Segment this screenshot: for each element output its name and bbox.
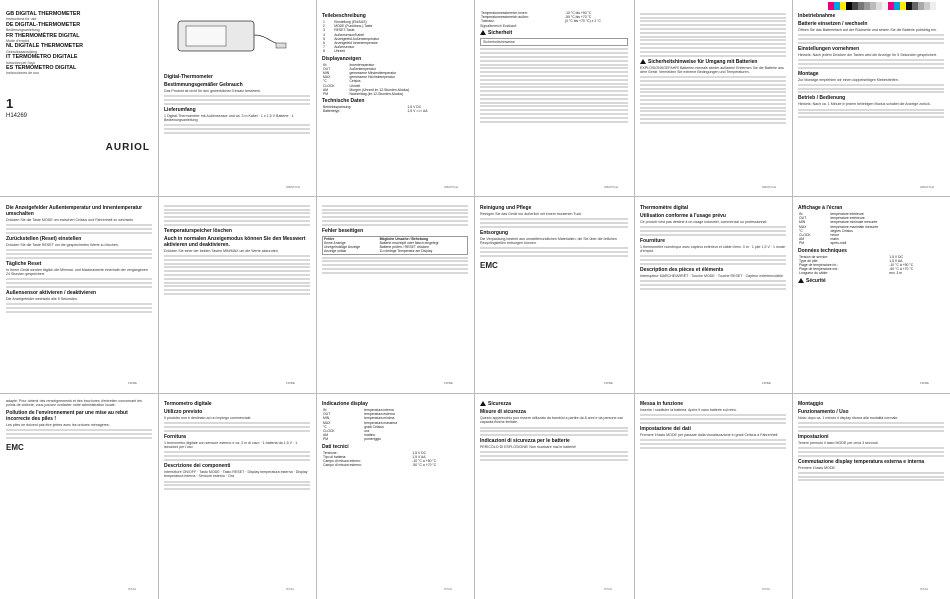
section-heading: Displayanzeigen bbox=[322, 55, 362, 62]
language-title-list bbox=[6, 11, 152, 76]
emc-mark: EMC bbox=[480, 261, 498, 270]
row-value: Außensensor bbox=[334, 45, 355, 50]
row-key: MAX bbox=[323, 75, 331, 80]
page-footer-code: FR/BE bbox=[286, 381, 295, 385]
body-text-lines bbox=[6, 303, 152, 313]
row-value: Batterie prüfen / RESET drücken bbox=[379, 245, 429, 250]
language-title: IT TERMOMETRO DIGITALE bbox=[6, 54, 78, 61]
row-key: MAX bbox=[323, 420, 331, 425]
thermometer-device-illustration bbox=[172, 15, 290, 61]
row-key: Temperaturmessbereich innen: bbox=[481, 11, 528, 15]
row-key: IN bbox=[323, 408, 327, 412]
section-heading: Fornitura bbox=[164, 433, 186, 440]
signal-label: Signalbereich Erstkauf: bbox=[480, 23, 517, 28]
row-key: CLOCK bbox=[323, 429, 335, 434]
language-title: ES TERMÓMETRO DIGITAL bbox=[6, 65, 77, 72]
row-value: Anzeigefeld Außentemperatur bbox=[334, 36, 380, 41]
row-key: CLOCK bbox=[799, 233, 811, 238]
page-footer-code: IT/CH bbox=[128, 587, 136, 591]
row-value: -50 °C bis +70 °C bbox=[565, 15, 592, 20]
row-key: Batterietyp: bbox=[323, 109, 341, 114]
language-subtitle: Istruzioni per l'uso bbox=[6, 60, 35, 65]
page-footer-code: GB/AT/CH bbox=[286, 185, 300, 189]
body-text-lines bbox=[640, 13, 786, 57]
row-key: Plage de température ext.: bbox=[799, 267, 839, 272]
row-value: -10 °C à +50 °C bbox=[889, 263, 914, 268]
row-key: Keine Anzeige bbox=[324, 240, 346, 245]
panel-heading: Thermomètre digital bbox=[640, 205, 689, 211]
section-text: Interruttore ON/OFF · Tasto MODE · Tasto RESET · Display temperatura esterna · Display temperatura interna · Sensore esterno · Ora bbox=[164, 470, 308, 479]
row-key: MAX bbox=[799, 224, 807, 229]
row-key: Anzeige unklar bbox=[324, 249, 347, 254]
language-title: NL DIGITALE THERMOMETER bbox=[6, 43, 84, 50]
panel-heading: Digital-Thermometer bbox=[164, 74, 213, 80]
panel-heading: Sicurezza bbox=[480, 401, 628, 407]
page-footer-code: FR/BE bbox=[444, 381, 453, 385]
row-value: Anzeigefeld Innentemperatur bbox=[334, 41, 378, 46]
row-value: Außentemperatur bbox=[349, 66, 376, 71]
row-key: Plage de température int.: bbox=[799, 263, 839, 268]
row-value: température extérieure bbox=[830, 216, 865, 221]
emc-mark: EMC bbox=[6, 442, 24, 452]
fold-line bbox=[0, 196, 950, 197]
row-key: AM bbox=[323, 433, 329, 438]
body-text-lines bbox=[6, 249, 152, 259]
section-heading: Impostazione dei dati bbox=[640, 425, 691, 432]
panel-r1c5 bbox=[634, 8, 792, 194]
panel-heading: Indicazione display bbox=[322, 401, 368, 407]
column-header: Fehler bbox=[324, 236, 335, 241]
panel-heading: Inbetriebnahme bbox=[798, 13, 836, 19]
row-value: température intérieure bbox=[830, 212, 864, 216]
section-heading: Montage bbox=[798, 70, 819, 77]
page-footer-code: IT/CH bbox=[444, 587, 452, 591]
section-text: Zur Montage empfehlen wir einen doppelseitigen Klebestreifen. bbox=[798, 77, 899, 82]
language-title: GB DIGITAL THERMOMETER bbox=[6, 11, 81, 17]
row-value: Uhrzeit bbox=[334, 49, 345, 54]
section-text: Premere il tasto MODE. bbox=[798, 465, 836, 470]
row-value: 1,5 V AA bbox=[889, 258, 903, 263]
row-key: °C bbox=[323, 79, 327, 84]
section-text: Drücken Sie die Taste RESET um die gespeicherten Werte zu löschen. bbox=[6, 242, 119, 247]
row-key: 4 bbox=[323, 32, 325, 37]
row-value: temperatura esterna bbox=[364, 412, 395, 417]
row-key: OUT bbox=[323, 412, 331, 417]
panel-heading: Fehler beseitigen bbox=[322, 227, 364, 234]
section-heading: Misure di sicurezza bbox=[480, 409, 526, 415]
section-heading: Messa in funzione bbox=[640, 401, 684, 407]
tech-specs bbox=[322, 105, 468, 113]
brand-logo: AURIOL bbox=[105, 142, 150, 153]
column-header: Mögliche Ursache / Behebung bbox=[379, 236, 429, 241]
page-footer-code: FR/BE bbox=[604, 381, 613, 385]
panel-text: adapté. Pour obtenir des renseignements et des brochures d'entretien concernant les points de collecte, vous pouvez contacter notre administration locale. bbox=[6, 399, 142, 408]
row-key: °C bbox=[323, 424, 327, 429]
page-footer-code: GB/AT/CH bbox=[604, 185, 618, 189]
section-heading: Utilisation conforme à l'usage prévu bbox=[640, 213, 726, 219]
parts-list bbox=[322, 20, 468, 54]
panel-heading: Affichage à l'écran bbox=[798, 205, 843, 211]
row-key: 8 bbox=[323, 49, 325, 54]
row-key: 5 bbox=[323, 36, 325, 41]
section-heading: Die Anzeigefelder Außentemperatur und Innentemperatur umschalten bbox=[6, 205, 143, 217]
section-text: Nota: dopo ca. 1 minuto il display ritorna alla modalità normale. bbox=[798, 416, 899, 420]
cover-panel bbox=[0, 8, 158, 194]
section-text: Öffnen Sie das Batteriefach auf der Rückseite und setzen Sie die Batterie polrichtig ein. bbox=[798, 28, 937, 32]
language-title: DE DIGITAL-THERMOMETER bbox=[6, 21, 81, 28]
row-value: temperatura massima bbox=[364, 420, 397, 425]
section-heading: Einstellungen vornehmen bbox=[798, 45, 860, 52]
display-legend bbox=[322, 63, 468, 97]
row-value: ora bbox=[364, 429, 370, 434]
row-value: Batterie erschöpft oder falsch eingelegt bbox=[379, 240, 439, 245]
page-footer-code: IT/CH bbox=[762, 587, 770, 591]
page-footer-code: IT/CH bbox=[286, 587, 294, 591]
language-subtitle: Bedienungsanleitung bbox=[6, 28, 40, 33]
section-heading: Impostazioni bbox=[798, 433, 829, 440]
section-heading: Commutazione display temperatura esterna e interna bbox=[798, 458, 925, 465]
section-heading: Betrieb / Bedienung bbox=[798, 95, 846, 102]
panel-r1c2 bbox=[158, 8, 316, 194]
row-value: -10 °C a +50 °C bbox=[412, 459, 437, 464]
row-key: Temperaturmessbereich außen: bbox=[481, 15, 529, 20]
section-heading: Technische Daten bbox=[322, 98, 365, 105]
body-text-lines bbox=[640, 76, 786, 124]
page-footer-code: GB/AT/CH bbox=[444, 185, 458, 189]
body-text-lines bbox=[6, 224, 152, 234]
row-key: 6 bbox=[323, 41, 325, 46]
row-key: AM bbox=[323, 87, 329, 92]
section-text: Inserire / sostituire la batteria. Aprire il vano batterie sul retro. bbox=[640, 408, 737, 412]
measurement-specs bbox=[480, 11, 628, 24]
row-value: env. 3 m bbox=[889, 271, 903, 276]
fold-line bbox=[0, 393, 950, 394]
row-key: MIN bbox=[323, 71, 330, 76]
row-value: Zu niedrige Temperatur am Display bbox=[379, 249, 433, 254]
page-footer-code: FR/BE bbox=[920, 381, 929, 385]
section-text: 1 thermomètre numérique avec capteur extérieur et câble d'env. 3 m · 1 pile 1,5 V · 1 mode d'emploi bbox=[640, 244, 786, 254]
section-text: Il prodotto non è destinato ad un impiego commerciale. bbox=[164, 416, 252, 420]
warning-icon bbox=[480, 30, 486, 35]
panel-heading: Sicherheitshinweise für Umgang mit Batterien bbox=[640, 59, 786, 65]
body-text-lines bbox=[798, 34, 944, 44]
row-value: température minimale mesurée bbox=[830, 220, 878, 225]
language-title: FR THERMOMÈTRE DIGITAL bbox=[6, 32, 80, 39]
panel-heading: Termometro digitale bbox=[164, 401, 212, 407]
row-value: (0 °C bis +70 °C) ± 2 °C bbox=[565, 19, 601, 24]
section-text: Questo apparecchio può essere utilizzato da bambini a partire da 8 anni e da persone con capacità fisiche limitate. bbox=[480, 416, 624, 425]
row-value: matin bbox=[830, 237, 839, 242]
panel-r1c3 bbox=[316, 8, 474, 194]
row-key: PM bbox=[323, 437, 329, 442]
row-value: Einstellung (EN/AUS) bbox=[334, 20, 367, 24]
section-heading: Bestimmungsgemäßer Gebrauch bbox=[164, 82, 243, 88]
row-key: OUT bbox=[323, 66, 331, 71]
row-value: MODE (Funktions-) Taste bbox=[334, 24, 373, 29]
row-key: Tensione: bbox=[323, 450, 338, 455]
row-value: pomeriggio bbox=[364, 437, 381, 442]
row-value: Außensensor/Kabel bbox=[334, 32, 364, 37]
row-value: -50 °C à +70 °C bbox=[889, 267, 914, 272]
section-heading: Entsorgung bbox=[480, 229, 509, 236]
row-key: Type de pile: bbox=[799, 258, 819, 263]
section-heading: Funzionamento / Uso bbox=[798, 409, 849, 415]
row-value: après-midi bbox=[830, 241, 847, 246]
row-key: Campo di misura interno: bbox=[323, 459, 361, 464]
section-text: Die Verpackung besteht aus umweltfreundlichen Materialien, die Sie über die örtlichen Recyclingstellen entsorgen können. bbox=[480, 236, 618, 246]
row-key: Longueur du câble: bbox=[799, 271, 829, 276]
section-text: 1 Digital-Thermometer mit Außensensor und ca. 3 m Kabel · 1 x 1,5 V Batterie · 1 Bedienungsanleitung bbox=[164, 113, 294, 123]
section-text: PERICOLO DI ESPLOSIONE! Non ricaricare mai le batterie! bbox=[480, 445, 577, 450]
row-key: Tension de service: bbox=[799, 254, 829, 259]
section-heading: Descrizione dei componenti bbox=[164, 463, 231, 469]
panel-heading: Teilebeschreibung bbox=[322, 13, 366, 19]
body-text-lines bbox=[164, 95, 310, 105]
section-heading: Batterie einsetzen / wechseln bbox=[798, 21, 868, 27]
row-value: gemessene Höchsttemperatur bbox=[349, 75, 395, 80]
row-value: -50 °C a +70 °C bbox=[412, 463, 437, 468]
display-row bbox=[322, 92, 468, 96]
panel-text: EXPLOSIONSGEFAHR! Batterien niemals wieder aufladen! Entfernen Sie die Batterie aus dem Gerät. Vermeiden Sie extreme Bedingungen und Temperaturen. bbox=[640, 65, 784, 74]
section-heading: Dati tecnici bbox=[322, 443, 349, 450]
row-value: gradi Celsius bbox=[364, 424, 384, 429]
section-text: Drücken Sie die Taste MODE um zwischen Celsius und Fahrenheit zu wechseln. bbox=[6, 218, 135, 222]
section-text: In Ihrem Gerät werden täglich die Minimal- und Maximalwerte innerhalb der vergangenen 24 Stunden gespeichert. bbox=[6, 267, 148, 276]
section-heading: Außensensor aktivieren / deaktivieren bbox=[6, 289, 97, 296]
row-key: IN bbox=[799, 212, 803, 216]
row-value: -10 °C bis +50 °C bbox=[565, 11, 592, 15]
row-value: temperatura minima bbox=[364, 416, 395, 421]
row-key: MIN bbox=[799, 220, 806, 225]
row-value: température maximale mesurée bbox=[830, 224, 879, 229]
section-heading: Description des pièces et éléments bbox=[640, 267, 724, 273]
page-footer-code: IT/CH bbox=[920, 587, 928, 591]
section-heading: Lieferumfang bbox=[164, 106, 196, 113]
row-key: Campo di misura esterno: bbox=[323, 463, 362, 468]
section-heading: Indicazioni di sicurezza per le batterie bbox=[480, 438, 570, 445]
row-value: 1,5 V DC bbox=[889, 254, 904, 259]
row-value: Uhrzeit bbox=[349, 83, 361, 88]
row-value: gemessene Mindesttemperatur bbox=[349, 71, 397, 76]
language-subtitle: Gebruiksaanwijzing bbox=[6, 49, 38, 54]
row-key: CLOCK bbox=[323, 83, 335, 88]
row-key: PM bbox=[323, 92, 329, 97]
item-code: H14269 bbox=[6, 112, 28, 119]
row-value: 1,5 V AA bbox=[412, 454, 426, 459]
section-text: Hinweis: Nach jedem Drücken der Tasten wird die Anzeige für 5 Sekunden gespeichert. bbox=[798, 52, 937, 57]
row-key: 3 bbox=[323, 28, 325, 33]
row-key: OUT bbox=[799, 216, 807, 221]
language-subtitle: Instructions for use bbox=[6, 17, 37, 22]
page-footer-code: FR/BE bbox=[128, 381, 137, 385]
row-value: Innentemperatur bbox=[349, 62, 375, 67]
section-text: Ce produit n'est pas destiné à un usage industriel, commercial ou professionnel. bbox=[640, 220, 768, 224]
row-value: Celsius bbox=[349, 79, 361, 84]
row-key: AM bbox=[799, 237, 805, 242]
body-text-lines bbox=[6, 278, 152, 288]
section-text: Das Produkt ist nicht für den gewerblichen Einsatz bestimmt. bbox=[164, 89, 261, 93]
row-key: Betriebsspannung: bbox=[323, 105, 352, 110]
row-value: 1,5 V DC bbox=[407, 105, 422, 110]
row-value: temperatura interna bbox=[364, 408, 394, 412]
body-text-lines bbox=[798, 84, 944, 94]
warning-icon bbox=[480, 401, 486, 406]
row-value: degrés Celsius bbox=[830, 228, 853, 233]
row-key: PM bbox=[799, 241, 805, 246]
section-text: 1 termometro digitale con sensore esterno e ca. 3 m di cavo · 1 batteria da 1,5 V · 1 istruzioni per l'uso bbox=[164, 440, 298, 450]
section-heading: Données techniques bbox=[798, 247, 847, 254]
panel-r1c4 bbox=[474, 8, 634, 194]
row-value: heure bbox=[830, 233, 840, 238]
section-text: Interrupteur MARCHE/ARRÊT · Touche MODE · Touche RESET · Capteur extérieur/câble bbox=[640, 274, 783, 278]
language-subtitle: Mode d'emploi bbox=[6, 39, 30, 44]
page-footer-code: GB/AT/CH bbox=[920, 185, 934, 189]
row-value: Nachmittag (im 12-Stunden-Modus) bbox=[349, 92, 404, 97]
body-text-lines bbox=[798, 59, 944, 69]
body-text-lines bbox=[480, 48, 628, 122]
section-text: Die Anzeigefelder wechseln alle 5 Sekunden. bbox=[6, 296, 78, 301]
section-text: Hinweis: Nach ca. 1 Minute in jedem beliebigen Modus schaltet die Anzeige zurück. bbox=[798, 102, 931, 107]
section-text: Reinigen Sie das Gerät nur äußerlich mit einem trockenen Tuch. bbox=[480, 212, 583, 216]
part-row bbox=[322, 49, 468, 53]
section-heading: Sicherheit bbox=[480, 30, 628, 36]
section-text: Les piles ne doivent pas être jetées avec les ordures ménagères. bbox=[6, 422, 110, 427]
row-value: 1,5 V === AA bbox=[407, 109, 428, 114]
body-text-lines bbox=[164, 124, 310, 134]
row-key: MIN bbox=[323, 416, 330, 421]
section-heading: Zurückstellen (Reset) einstellen bbox=[6, 235, 82, 242]
row-key: 1 bbox=[323, 20, 325, 24]
panel-r1c6 bbox=[792, 8, 950, 194]
spec-row bbox=[322, 109, 468, 113]
row-value: Morgen (Uhrzeit im 12-Stunden-Modus) bbox=[349, 87, 410, 92]
panel-r2c1 bbox=[0, 200, 158, 390]
section-heading: Fourniture bbox=[640, 237, 665, 244]
language-subtitle: Instrucciones de uso bbox=[6, 71, 39, 76]
panel-heading: Montaggio bbox=[798, 401, 824, 407]
page-footer-code: IT/CH bbox=[604, 587, 612, 591]
section-heading: Tägliche Reset bbox=[6, 260, 42, 267]
row-value: mattino bbox=[364, 433, 376, 438]
page-footer-code: GB/AT/CH bbox=[762, 185, 776, 189]
section-heading: Reinigung und Pflege bbox=[480, 205, 532, 211]
page-footer-code: FR/BE bbox=[762, 381, 771, 385]
warning-icon bbox=[798, 278, 804, 283]
row-key: Tipo di batteria: bbox=[323, 454, 347, 459]
section-heading: Sécurité bbox=[798, 278, 944, 284]
section-heading: Utilizzo previsto bbox=[164, 409, 203, 415]
section-text: Drücken Sie einer der beiden Tasten MIN/MAX um die Werte abzurufen. bbox=[164, 248, 279, 253]
row-key: Unregelmäßige Anzeige bbox=[324, 245, 361, 250]
section-heading: Auch in normalen Anzeigemodus können Sie den Messwert aktivieren und deaktivieren. bbox=[164, 235, 306, 248]
row-key: °C bbox=[799, 228, 803, 233]
row-key: 2 bbox=[323, 24, 325, 29]
row-key: Toleranz: bbox=[481, 19, 495, 24]
row-key: 7 bbox=[323, 45, 325, 50]
safety-subheading: Sicherheitshinweise bbox=[483, 40, 515, 45]
body-text-lines bbox=[798, 109, 944, 119]
row-value: 1,5 V DC bbox=[412, 450, 427, 455]
row-value: RESET-Taste bbox=[334, 28, 355, 33]
section-heading: Pollution de l'environnement par une mise au rebut incorrecte des piles ! bbox=[6, 409, 128, 422]
section-text: Premere il tasto MODE per passare dalla visualizzazione in gradi Celsius a Fahrenheit. bbox=[640, 432, 779, 437]
section-text: Tenere premuto il tasto MODE per circa 3 secondi. bbox=[798, 440, 879, 445]
model-number: 1 bbox=[6, 95, 14, 111]
row-key: IN bbox=[323, 62, 327, 67]
panel-heading: Temperaturspeicher löschen bbox=[164, 227, 232, 234]
warning-icon bbox=[640, 59, 646, 64]
